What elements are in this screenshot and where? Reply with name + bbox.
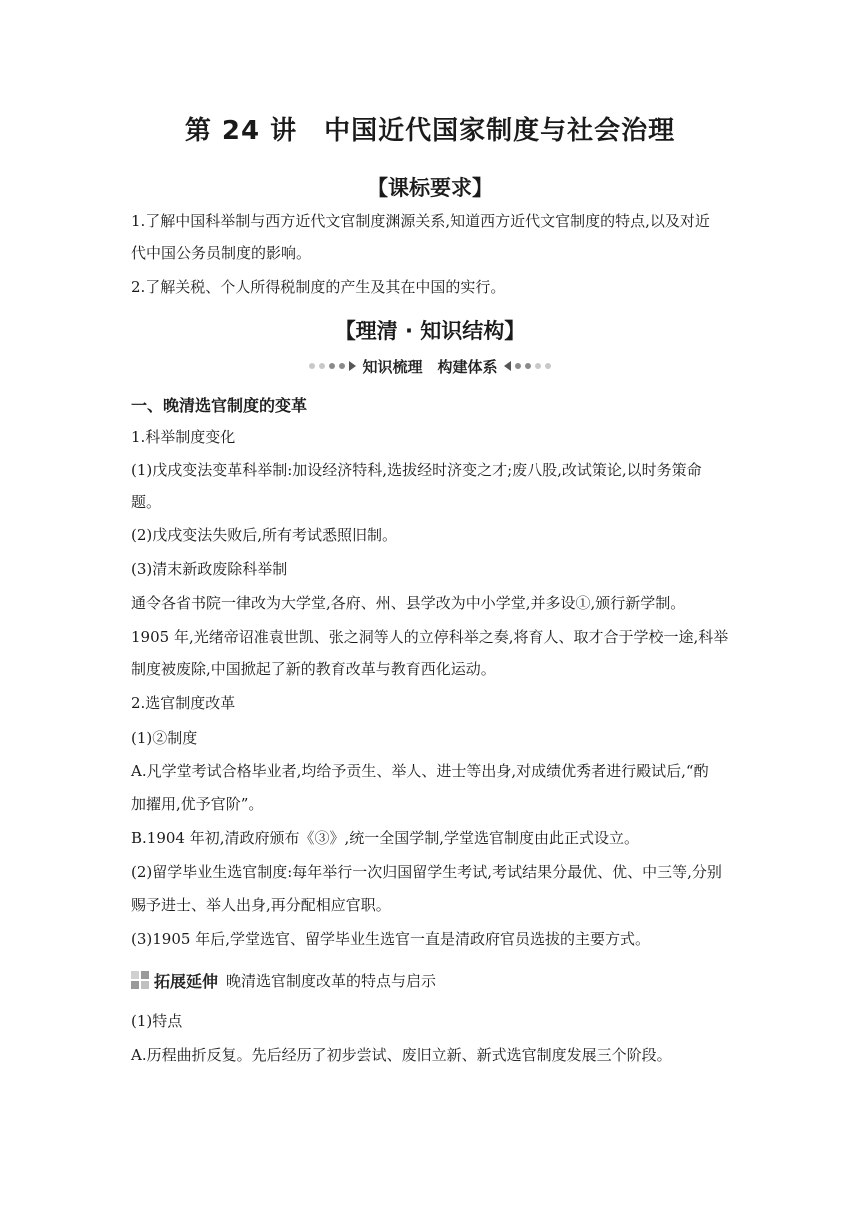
grid-squares-icon [131,971,149,989]
body-line: (3)1905 年后,学堂选官、留学毕业生选官一直是清政府官员选拔的主要方式。 [131,930,650,948]
structure-heading: 【理清 · 知识结构】 [334,319,526,343]
body-line: (1)戊戌变法变革科举制:加设经济特科,选拔经时济变之才;废八股,改试策论,以时务策命 [131,461,702,479]
body-line: 赐予进士、举人出身,再分配相应官职。 [131,896,391,914]
knowledge-banner [0,355,860,377]
body-line: 制度被废除,中国掀起了新的教育改革与教育西化运动。 [131,660,496,678]
body-line: 题。 [131,493,162,511]
body-line: 通令各省书院一律改为大学堂,各府、州、县学改为中小学堂,并多设①,颁行新学制。 [131,594,686,612]
curriculum-line: 2.了解关税、个人所得税制度的产生及其在中国的实行。 [131,278,506,296]
body-line: (2)留学毕业生选官制度:每年举行一次归国留学生考试,考试结果分最优、优、中三等,分别 [131,863,722,881]
body-line: 1.科举制度变化 [131,428,236,446]
curriculum-heading: 【课标要求】 [367,176,493,200]
body-line: B.1904 年初,清政府颁布《③》,统一全国学制,学堂选官制度由此正式设立。 [131,829,640,847]
body-line: (2)戊戌变法失败后,所有考试悉照旧制。 [131,526,398,544]
body-line: (3)清末新政废除科举制 [131,560,288,578]
arrow-left-icon [504,361,511,371]
body-line: 1905 年,光绪帝诏准袁世凯、张之洞等人的立停科举之奏,将育人、取才合于学校一途,科举 [131,628,729,646]
banner-text: 知识梳理 构建体系 [362,357,498,376]
body-line: 2.选官制度改革 [131,694,236,712]
arrow-right-icon [349,361,356,371]
body-line: (1)②制度 [131,729,198,747]
banner-dots-left [309,361,356,371]
lesson-title: 第 24 讲 中国近代国家制度与社会治理 [184,116,676,146]
body-line: 加擢用,优予官阶”。 [131,795,264,813]
extension-subtitle: 晚清选官制度改革的特点与启示 [226,971,437,990]
curriculum-line: 1.了解中国科举制与西方近代文官制度渊源关系,知道西方近代文官制度的特点,以及对近 [131,212,710,230]
banner-dots-right [504,361,551,371]
body-line: (1)特点 [131,1012,183,1030]
extension-label: 拓展延伸 [154,971,219,991]
section-heading: 一、晚清选官制度的变革 [131,396,308,415]
body-line: A.凡学堂考试合格毕业者,均给予贡生、举人、进士等出身,对成绩优秀者进行殿试后,“酌 [131,762,709,780]
extension-header [131,967,436,993]
body-line: A.历程曲折反复。先后经历了初步尝试、废旧立新、新式选官制度发展三个阶段。 [131,1046,672,1064]
curriculum-line: 代中国公务员制度的影响。 [131,244,312,262]
